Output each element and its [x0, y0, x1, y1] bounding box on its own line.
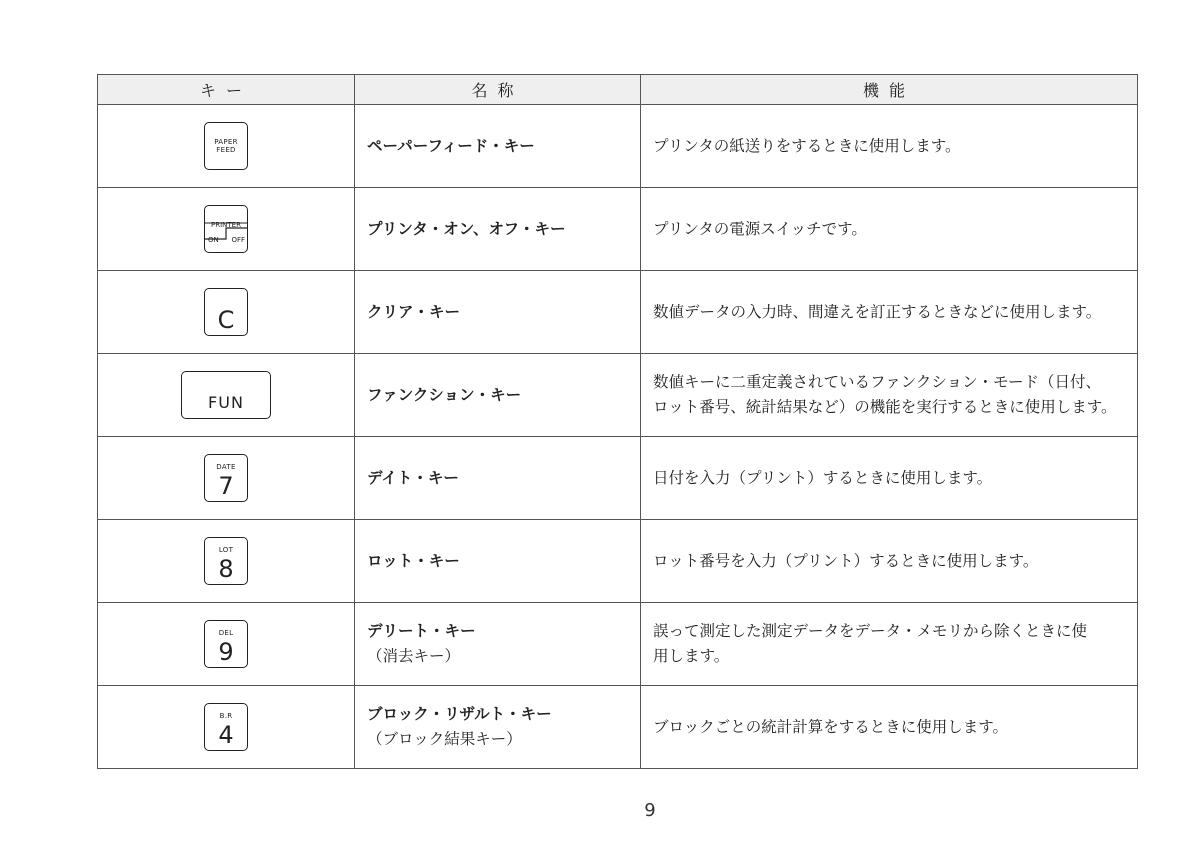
- key-function-text: 数値データの入力時、間違えを訂正するときなどに使用します。: [653, 302, 1102, 321]
- key-label-feed: FEED: [216, 146, 236, 154]
- table-row: [98, 437, 1138, 520]
- key-function-text: 誤って測定した測定データをデータ・メモリから除くときに使: [653, 622, 1088, 640]
- key-label-fun: FUN: [208, 393, 244, 412]
- key-label-small: LOT: [218, 546, 234, 554]
- date-key-icon: [204, 454, 248, 502]
- key-label-paper: PAPER: [214, 138, 238, 146]
- header-key: キー: [98, 75, 355, 105]
- key-label-off: OFF: [231, 236, 245, 244]
- key-label-small: DEL: [218, 629, 234, 637]
- key-name-cell: [355, 354, 641, 437]
- key-name-cell: [355, 271, 641, 354]
- clear-key-icon: [204, 288, 248, 336]
- key-name-cell: [355, 520, 641, 603]
- key-function-text: ロット番号、統計結果など）の機能を実行するときに使用します。: [653, 398, 1117, 416]
- table-row: [98, 271, 1138, 354]
- key-function-cell: [641, 520, 1138, 603]
- key-function-text: ブロックごとの統計計算をするときに使用します。: [653, 717, 1008, 736]
- key-cell: [98, 603, 355, 686]
- table-row: [98, 105, 1138, 188]
- table-row: [98, 603, 1138, 686]
- key-function-cell: [641, 105, 1138, 188]
- key-name: デリート・キー: [367, 622, 476, 640]
- key-name-cell: [355, 188, 641, 271]
- key-name: デイト・キー: [367, 468, 459, 487]
- key-name: クリア・キー: [367, 302, 461, 321]
- key-function-text: ロット番号を入力（プリント）するときに使用します。: [653, 551, 1039, 570]
- key-label-big: 9: [218, 638, 234, 666]
- key-label-big: 4: [218, 721, 234, 749]
- key-function-cell: [641, 271, 1138, 354]
- key-cell: [98, 188, 355, 271]
- key-name: ペーパーフィード・キー: [367, 136, 535, 155]
- key-function-cell: [641, 354, 1138, 437]
- key-label-big: 8: [218, 555, 234, 583]
- key-name: ロット・キー: [367, 551, 460, 570]
- key-function-cell: [641, 437, 1138, 520]
- key-function-table: [97, 74, 1138, 769]
- key-function-cell: [641, 188, 1138, 271]
- key-name-cell: [355, 686, 641, 769]
- header-name: 名称: [355, 75, 641, 105]
- key-label-big: 7: [218, 472, 234, 500]
- table-row: [98, 520, 1138, 603]
- key-function-text: プリンタの電源スイッチです。: [653, 219, 867, 238]
- key-cell: [98, 354, 355, 437]
- delete-key-icon: [204, 620, 248, 668]
- key-name-alias: （ブロック結果キー）: [367, 730, 522, 748]
- table-row: [98, 686, 1138, 769]
- key-name-cell: [355, 603, 641, 686]
- on-off-divider-icon: [205, 206, 247, 252]
- key-label-small: B.R: [219, 712, 233, 720]
- key-function-text: プリンタの紙送りをするときに使用します。: [653, 136, 961, 155]
- key-label-on: ON: [208, 236, 219, 244]
- key-cell: [98, 105, 355, 188]
- block-result-key-icon: [204, 703, 248, 751]
- key-label-big: C: [217, 306, 235, 334]
- key-name: ファンクション・キー: [367, 385, 522, 404]
- lot-key-icon: [204, 537, 248, 585]
- table-row: [98, 188, 1138, 271]
- key-cell: [98, 437, 355, 520]
- key-name: プリンタ・オン、オフ・キー: [367, 219, 566, 238]
- key-name-cell: [355, 437, 641, 520]
- header-function: 機能: [641, 75, 1138, 105]
- key-cell: [98, 520, 355, 603]
- paper-feed-key-icon: [204, 122, 248, 170]
- page-number: 9: [644, 800, 656, 821]
- table-row: [98, 354, 1138, 437]
- function-key-icon: [181, 371, 271, 419]
- key-label-small: DATE: [216, 463, 236, 471]
- key-function-cell: [641, 603, 1138, 686]
- key-function-text: 用します。: [653, 647, 730, 665]
- key-name-alias: （消去キー）: [367, 647, 461, 665]
- key-label-printer: PRINTER: [211, 221, 241, 229]
- key-function-text: 日付を入力（プリント）するときに使用します。: [653, 468, 993, 487]
- printer-on-off-key-icon: [204, 205, 248, 253]
- key-function-text: 数値キーに二重定義されているファンクション・モード（日付、: [653, 373, 1101, 391]
- key-cell: [98, 686, 355, 769]
- key-cell: [98, 271, 355, 354]
- key-name: ブロック・リザルト・キー: [367, 705, 552, 723]
- key-function-cell: [641, 686, 1138, 769]
- key-name-cell: [355, 105, 641, 188]
- table-header-row: [98, 75, 1138, 105]
